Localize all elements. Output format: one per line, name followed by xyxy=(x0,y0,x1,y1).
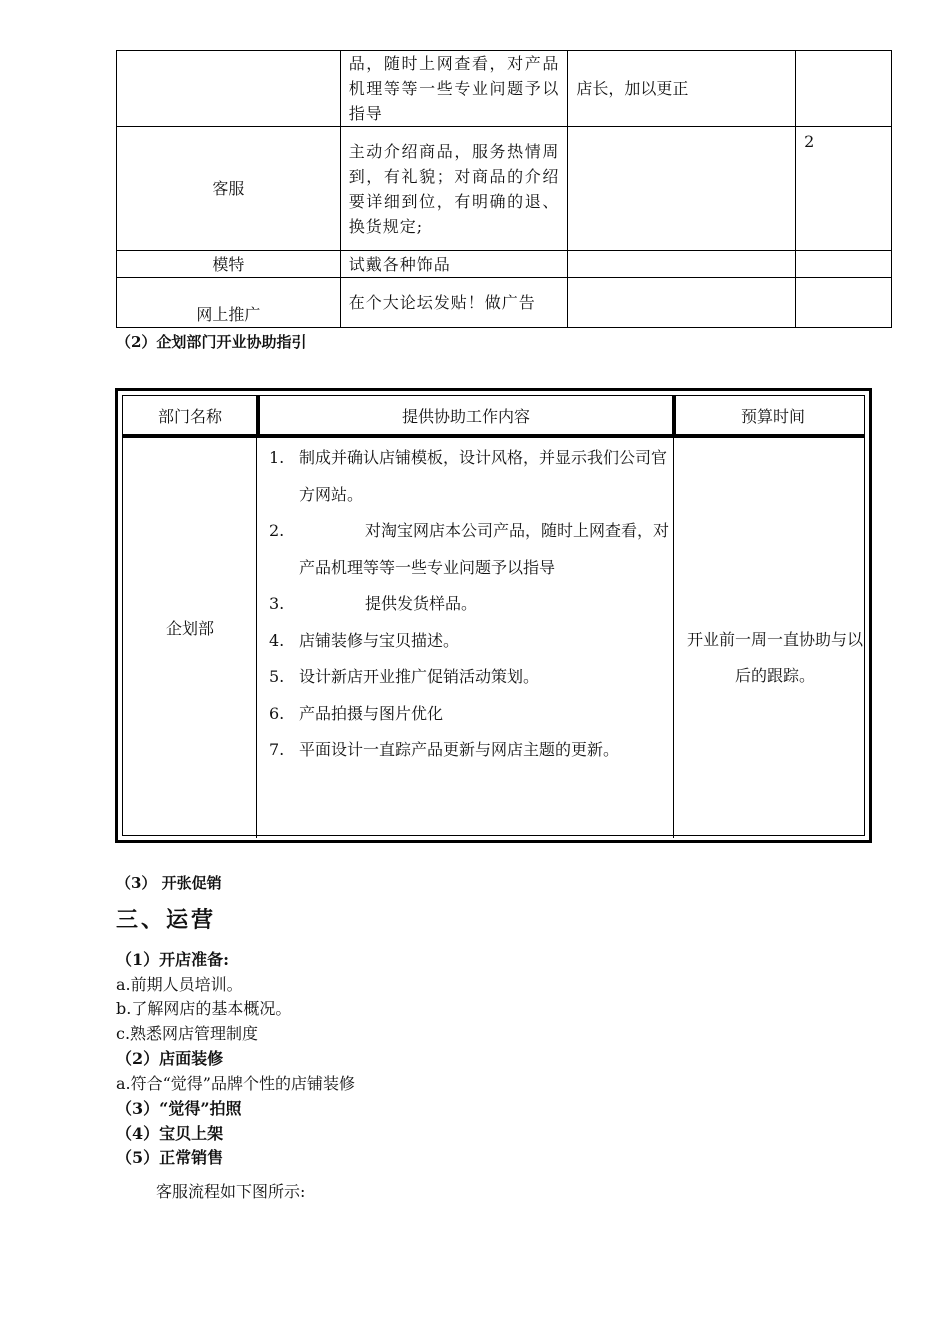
item-number: 7. xyxy=(269,740,285,759)
list-item xyxy=(263,623,673,660)
duty-cell: 主动介绍商品，服务热情周到，有礼貌；对商品的介绍要详细到位，有明确的退、换货规定; xyxy=(340,127,568,251)
item-number: 1. xyxy=(269,448,285,467)
ops-step-2-a: a.符合“觉得”品牌个性的店铺装修 xyxy=(116,1074,355,1093)
list-item xyxy=(263,513,673,586)
list-item xyxy=(263,732,673,769)
item-text: 设计新店开业推广促销活动策划。 xyxy=(299,667,540,686)
item-text: 平面设计一直踪产品更新与网店主题的更新。 xyxy=(299,740,620,759)
item-number: 2. xyxy=(269,521,285,540)
note-cell: 店长，加以更正 xyxy=(568,51,796,127)
note-cell xyxy=(568,127,796,251)
list-item xyxy=(263,440,673,513)
count-cell xyxy=(796,251,892,278)
heading-operations: 三、运营 xyxy=(116,907,217,933)
table-row xyxy=(117,127,892,251)
ops-step-1-c: c.熟悉网店管理制度 xyxy=(116,1024,259,1043)
note-cell xyxy=(568,251,796,278)
flow-note: 客服流程如下图所示: xyxy=(156,1182,306,1201)
header-time: 预算时间 xyxy=(740,406,805,426)
item-number: 6. xyxy=(269,703,285,723)
item-text: 对淘宝网店本公司产品，随时上网查看，对产品机理等等一些专业问题予以指导 xyxy=(299,521,670,577)
item-text: 店铺装修与宝贝描述。 xyxy=(299,630,460,650)
item-text: 制成并确认店铺模板，设计风格，并显示我们公司官方网站。 xyxy=(299,448,668,504)
role-cell: 模特 xyxy=(117,251,341,278)
list-item xyxy=(263,586,673,623)
item-number: 5. xyxy=(269,667,285,686)
ops-step-5-title: （5）正常销售 xyxy=(116,1148,224,1167)
item-text: 提供发货样品。 xyxy=(365,594,478,613)
role-cell: 客服 xyxy=(117,127,341,251)
ops-step-1-b: b.了解网店的基本概况。 xyxy=(116,999,292,1018)
header-content: 提供协助工作内容 xyxy=(401,406,530,426)
note-cell xyxy=(568,278,796,328)
assist-item-list xyxy=(263,440,673,769)
item-number: 4. xyxy=(269,630,285,650)
table-inner-frame xyxy=(122,395,865,836)
duty-cell: 试戴各种饰品 xyxy=(340,251,568,278)
budget-time: 开业前一周一直协助与以后的跟踪。 xyxy=(686,630,863,685)
section-title-opening: （3） 开张促销 xyxy=(116,874,222,892)
dept-name: 企划部 xyxy=(165,619,214,638)
ops-step-1-title: （1）开店准备: xyxy=(116,950,230,969)
table-row xyxy=(117,251,892,278)
ops-step-1-a: a.前期人员培训。 xyxy=(116,975,243,994)
ops-step-2-title: （2）店面装修 xyxy=(116,1049,224,1068)
table-row xyxy=(117,278,892,328)
list-item xyxy=(263,659,673,696)
role-cell: 网上推广 xyxy=(117,278,341,328)
count-cell xyxy=(796,278,892,328)
count-cell xyxy=(796,51,892,127)
column-divider xyxy=(673,438,674,838)
ops-step-4-title: （4）宝贝上架 xyxy=(116,1124,224,1143)
item-text: 产品拍摄与图片优化 xyxy=(299,703,444,723)
ops-step-3-title: （3）“觉得”拍照 xyxy=(116,1099,242,1118)
table-row xyxy=(117,51,892,127)
list-item xyxy=(263,696,673,733)
header-rule xyxy=(123,434,864,438)
count-cell: 2 xyxy=(796,127,892,251)
role-cell xyxy=(117,51,341,127)
duty-cell: 品，随时上网查看，对产品机理等等一些专业问题予以指导 xyxy=(340,51,568,127)
duty-cell: 在个大论坛发贴！做广告 xyxy=(340,278,568,328)
header-dept: 部门名称 xyxy=(157,406,222,426)
planning-assist-table xyxy=(115,388,872,843)
staff-duty-table xyxy=(116,50,892,328)
item-number: 3. xyxy=(269,594,285,613)
header-divider xyxy=(672,396,676,434)
section-title-planning: （2）企划部门开业协助指引 xyxy=(116,333,307,351)
header-divider xyxy=(256,396,260,434)
